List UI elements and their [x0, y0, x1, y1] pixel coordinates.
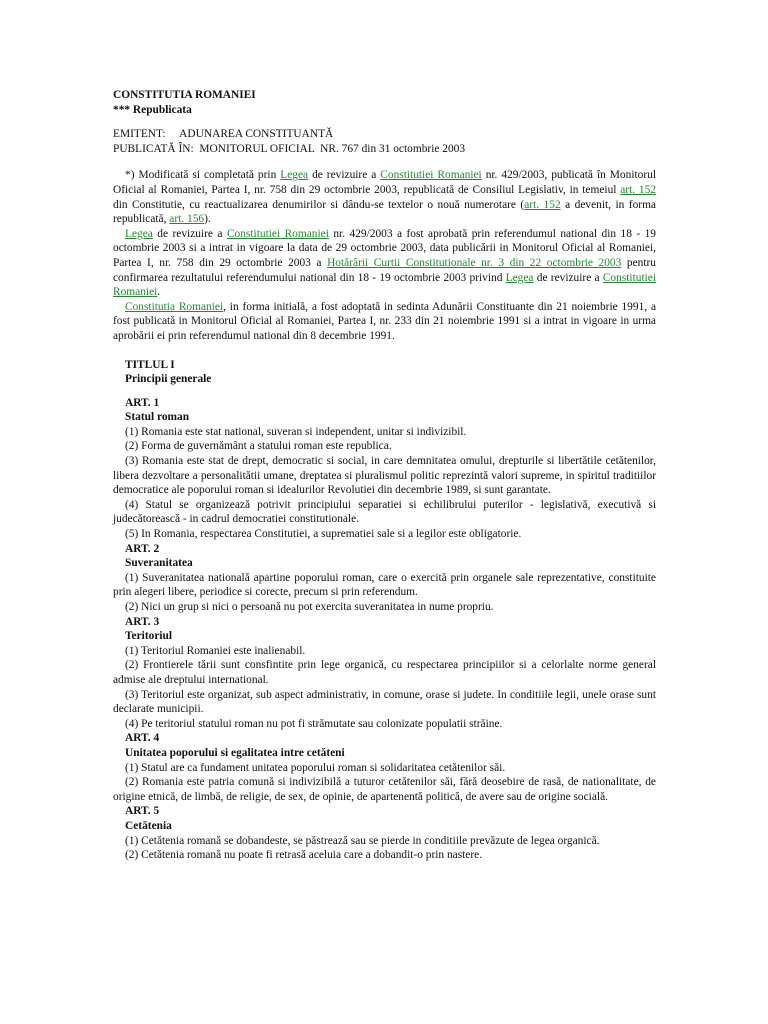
link-legea[interactable]: Legea	[505, 271, 534, 284]
article-label: ART. 4	[125, 732, 160, 745]
article-paragraph: (1) Teritoriul Romaniei este inalienabil.	[125, 644, 306, 657]
article-paragraph: (4) Pe teritoriul statului roman nu pot fi strămutate sau colonizate populatii străine.	[125, 717, 503, 730]
note-text: *) Modificată si completată prin	[125, 169, 281, 182]
note-text: nr. 429/2003 a fost aprobată prin referendumul national din 18 - 19 octombrie 2003 si a intrat in vigoare la data de 29 octombrie 2003, data publicării in Monitorul Oficial al Romaniei, Partea I, nr. 758 din 29 octombrie 2003 a	[113, 227, 657, 269]
link-hotararea-curtii[interactable]: Hotărârii Curtii Constitutionale nr. 3 din 22 octombrie 2003	[327, 256, 622, 269]
document-body	[113, 88, 656, 863]
article-label: ART. 5	[125, 805, 160, 818]
article-block	[113, 804, 656, 862]
link-art-152-second[interactable]: art. 152	[524, 198, 561, 211]
note-text: pentru confirmarea rezultatului referendumului national din 18 - 19 octombrie 2003 privind	[113, 256, 657, 284]
link-constitutia[interactable]: Constitutia Romaniei	[125, 300, 224, 313]
article-paragraph: (3) Romania este stat de drept, democratic si social, in care demnitatea omului, drepturile si libertătile cetătenilor, libera dezvoltare a personalitătii umane, dreptatea si pluralismul politic reprezintă valori supreme, in spiritul traditiilor democratice ale poporului roman si idealurilor Revolutiei din decembrie 1989, si sunt garantate.	[113, 455, 656, 497]
article-paragraph: (1) Suveranitatea natională apartine poporului roman, care o exercită prin organele sale reprezentative, constituite prin alegeri libere, periodice si corecte, precum si prin referendum.	[113, 571, 656, 599]
article-paragraph: (1) Statul are ca fundament unitatea poporului roman si solidaritatea cetătenilor săi.	[125, 761, 506, 774]
article-paragraph: (1) Romania este stat national, suveran si independent, unitar si indivizibil.	[125, 425, 467, 438]
note-paragraph-2	[113, 227, 656, 300]
note-text: , in forma initială, a fost adoptată in sedinta Adunării Constituante din 21 noiembrie 1991, a fost publicată in Monitorul Oficial al Romaniei, Partea I, nr. 233 din 21 noiembrie 1991 si a intrat in vigoare in urma aprobării ei prin referendumul national din 8 decembrie 1991.	[113, 300, 657, 342]
article-title: Suveranitatea	[125, 557, 193, 570]
article-label: ART. 2	[125, 542, 160, 555]
article-title: Unitatea poporului si egalitatea intre cetăteni	[125, 746, 345, 759]
note-text: nr. 429/2003, publicată în Monitorul Oficial al Romaniei, Partea I, nr. 758 din 29 octombrie 2003, republicată de Consiliul Legislativ, in temeiul	[113, 169, 656, 196]
link-constitutia[interactable]: Constitutiei Romaniei	[113, 271, 656, 299]
article-block	[113, 396, 656, 542]
published-line: PUBLICATĂ ÎN: MONITORUL OFICIAL NR. 767 din 31 octombrie 2003	[113, 142, 466, 155]
article-paragraph: (5) In Romania, respectarea Constitutiei, a suprematiei sale si a legilor este obligatorie.	[125, 528, 522, 541]
note-paragraph-3	[113, 300, 656, 344]
article-title: Statul roman	[125, 411, 190, 424]
article-paragraph: (2) Forma de guvernământ a statului roman este republica.	[125, 440, 392, 453]
title-label: TITLUL I	[125, 358, 175, 371]
title-name: Principii generale	[125, 373, 212, 386]
note-text: de revizuire a	[152, 227, 227, 240]
note-text: de revizuire a	[308, 169, 381, 182]
link-constitutia[interactable]: Constitutiei Romaniei	[380, 169, 482, 182]
note-text: de revizuire a	[533, 271, 603, 284]
link-legea[interactable]: Legea	[280, 169, 309, 182]
article-paragraph: (2) Frontierele tării sunt consfintite prin lege organică, cu respectarea principiilor si a celorlalte norme general admise ale dreptului international.	[113, 659, 656, 686]
issuer-line: EMITENT: ADUNAREA CONSTITUANTĂ	[113, 128, 334, 141]
link-legea[interactable]: Legea	[125, 227, 153, 240]
article-paragraph: (4) Statul se organizează potrivit principiului separatiei si echilibrului puterilor - legislativă, executivă si judecătorească - in cadrul democratiei constitutionale.	[113, 498, 656, 526]
note-text: .	[157, 286, 161, 299]
article-block	[113, 731, 656, 804]
article-title: Teritoriul	[125, 630, 173, 643]
note-paragraph-1	[113, 168, 656, 226]
note-text: din Constitutie, cu reactualizarea denumirilor si dându-se textelor o nouă numerotare (	[113, 198, 525, 211]
article-paragraph: (1) Cetătenia romană se dobandeste, se păstrează sau se pierde in conditiile prevăzute de legea organică.	[125, 834, 600, 847]
article-paragraph: (3) Teritoriul este organizat, sub aspect administrativ, in comune, orase si judete. In conditiile legii, unele orase sunt declarate municipii.	[113, 688, 656, 716]
article-paragraph: (2) Cetătenia romană nu poate fi retrasă aceluia care a dobandit-o prin nastere.	[125, 849, 483, 862]
link-art-152[interactable]: art. 152	[620, 183, 657, 196]
article-paragraph: (2) Nici un grup si nici o persoană nu pot exercita suveranitatea in nume propriu.	[125, 601, 494, 613]
article-paragraph: (2) Romania este patria comună si indivizibilă a tuturor cetătenilor săi, fără deosebire de rasă, de nationalitate, de origine etnică, de limbă, de religie, de sex, de opinie, de apartenentă politică, de avere sau de origine socială.	[113, 776, 656, 803]
link-art-156[interactable]: art. 156	[169, 213, 205, 226]
article-block	[113, 615, 656, 732]
article-title: Cetătenia	[125, 819, 172, 832]
article-block	[113, 542, 656, 615]
republished-label: *** Republicata	[113, 103, 192, 116]
articles-list	[113, 396, 656, 863]
link-constitutia[interactable]: Constitutiei Romaniei	[226, 227, 329, 240]
article-label: ART. 3	[125, 615, 160, 628]
note-text: a devenit, in forma republicată,	[113, 198, 656, 226]
document-title: CONSTITUTIA ROMANIEI	[113, 89, 256, 101]
article-label: ART. 1	[125, 396, 160, 409]
note-text: ).	[204, 213, 211, 226]
